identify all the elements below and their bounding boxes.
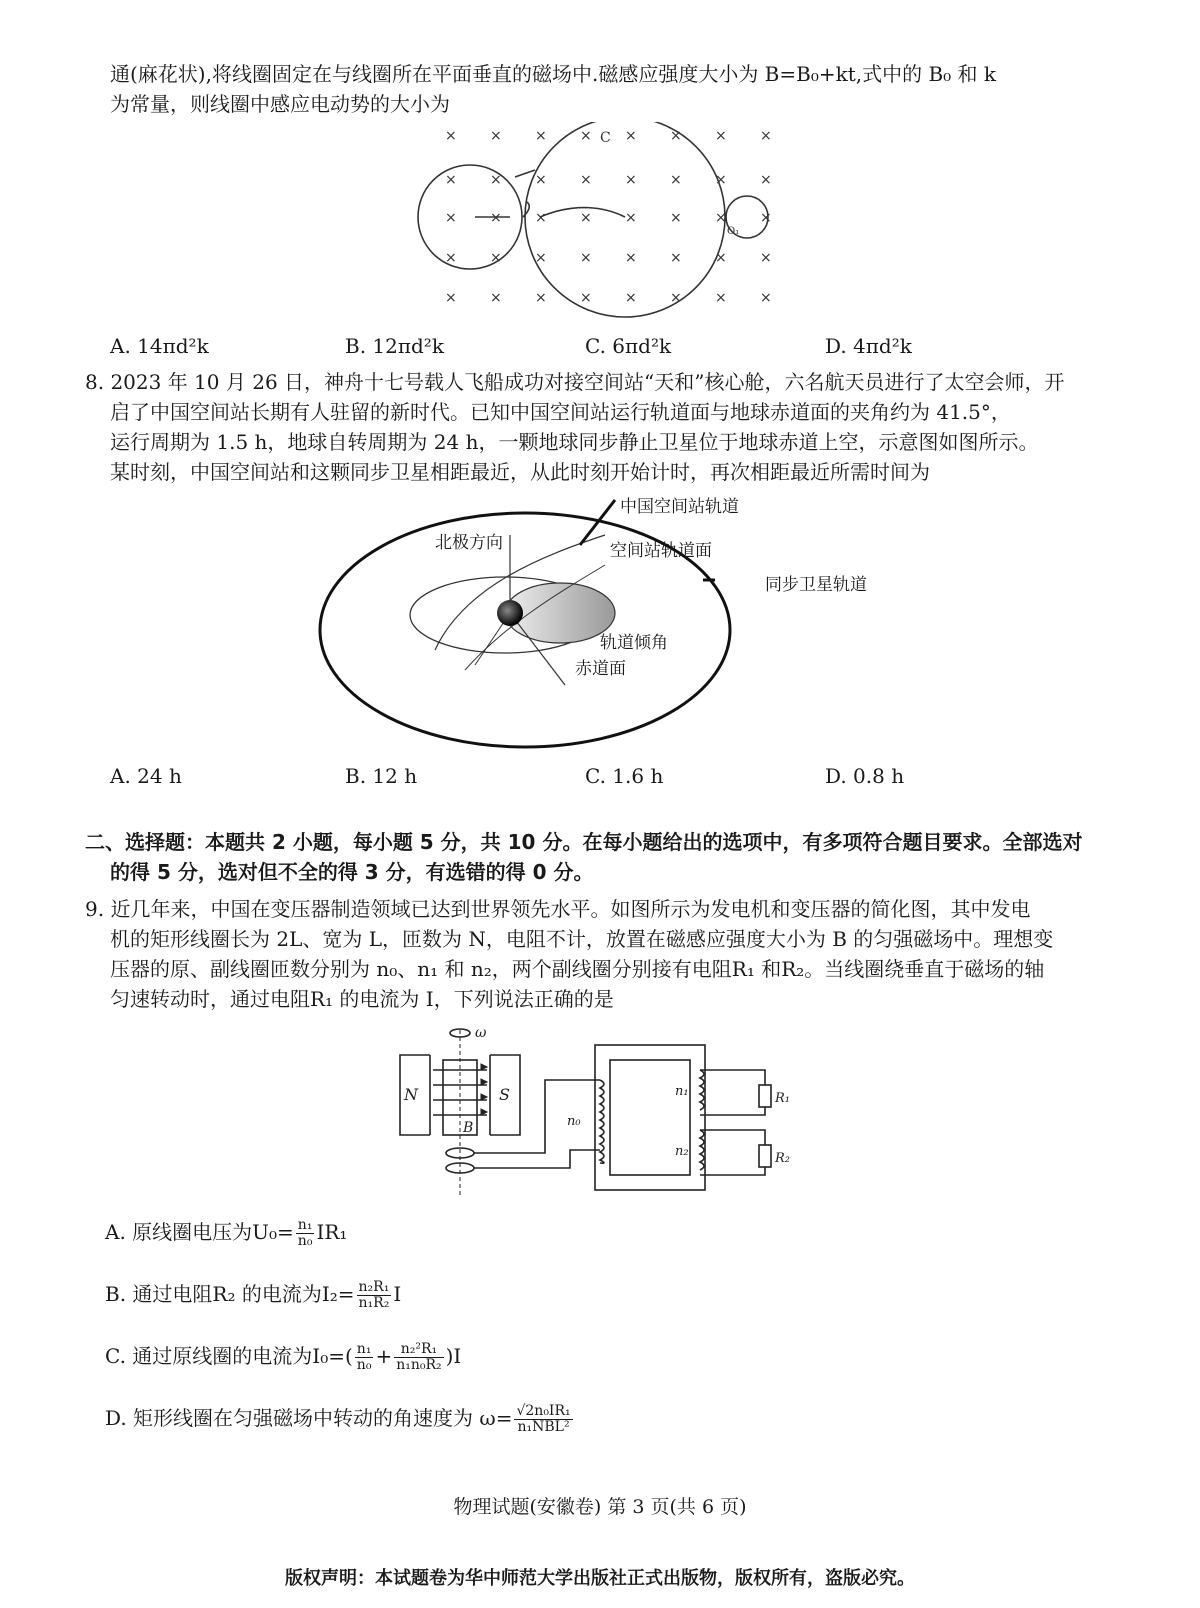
q7-line-2: 为常量，则线圈中感应电动势的大小为	[110, 92, 450, 116]
denominator: n₀	[297, 1233, 313, 1249]
svg-text:×: ×	[625, 290, 637, 306]
q7-coil-diagram	[415, 122, 815, 322]
svg-text:×: ×	[625, 172, 637, 188]
label-equator: 赤道面	[575, 659, 626, 679]
svg-text:×: ×	[490, 250, 502, 266]
q7-option-c: C. 6πd²k	[585, 334, 672, 358]
section-2-line-2: 的得 5 分，选对但不全的得 3 分，有选错的得 0 分。	[110, 860, 594, 884]
svg-text:×: ×	[445, 290, 457, 306]
q8-option-d: D. 0.8 h	[825, 764, 905, 788]
page-footer: 物理试题(安徽卷) 第 3 页(共 6 页)	[453, 1496, 747, 1518]
earth-icon	[497, 600, 523, 626]
label-inclination: 轨道倾角	[600, 633, 668, 653]
label-R1: R₁	[775, 1091, 790, 1106]
fraction	[296, 1218, 315, 1249]
q9-line-2: 机的矩形线圈长为 2L、宽为 L，匝数为 N，电阻不计，放置在磁感应强度大小为 B 的匀强磁场中。理想变	[110, 927, 1054, 951]
svg-text:×: ×	[715, 172, 727, 188]
numerator: n₂R₁	[358, 1279, 390, 1295]
svg-text:×: ×	[535, 128, 547, 144]
field-crosses	[445, 128, 772, 306]
label-N: N	[404, 1085, 418, 1104]
label-north: 北极方向	[435, 533, 503, 553]
svg-text:×: ×	[760, 172, 772, 188]
svg-text:×: ×	[760, 290, 772, 306]
label-c: C	[600, 130, 611, 146]
numerator: n₁	[297, 1217, 313, 1233]
svg-text:×: ×	[625, 250, 637, 266]
svg-text:×: ×	[760, 210, 772, 226]
label-R2: R₂	[775, 1151, 790, 1166]
label-S: S	[499, 1085, 510, 1104]
svg-text:×: ×	[490, 210, 502, 226]
q9-option-a	[105, 1218, 347, 1249]
q7-option-b: B. 12πd²k	[345, 334, 444, 358]
svg-text:×: ×	[670, 250, 682, 266]
q8-option-b: B. 12 h	[345, 764, 418, 788]
fraction-1	[355, 1342, 374, 1373]
q9-option-b-suffix: I	[393, 1282, 402, 1306]
svg-text:×: ×	[490, 172, 502, 188]
section-2-line-1: 二、选择题：本题共 2 小题，每小题 5 分，共 10 分。在每小题给出的选项中，有多项符合题目要求。全部选对	[85, 830, 1083, 854]
svg-text:×: ×	[625, 128, 637, 144]
label-orbit-plane: 空间站轨道面	[610, 541, 712, 561]
svg-text:×: ×	[715, 128, 727, 144]
q8-option-c: C. 1.6 h	[585, 764, 664, 788]
denominator: n₁NBL²	[517, 1419, 570, 1435]
label-n2: n₂	[675, 1144, 689, 1159]
q9-option-c	[105, 1342, 461, 1373]
svg-text:×: ×	[580, 128, 592, 144]
svg-text:×: ×	[490, 290, 502, 306]
numerator: n₁	[356, 1341, 372, 1357]
svg-text:×: ×	[670, 290, 682, 306]
q8-orbit-diagram	[315, 495, 735, 755]
svg-text:×: ×	[760, 250, 772, 266]
q8-line-2: 启了中国空间站长期有人驻留的新时代。已知中国空间站运行轨道面与地球赤道面的夹角约为 41.5°，	[110, 400, 1011, 424]
svg-text:×: ×	[535, 290, 547, 306]
svg-text:×: ×	[445, 172, 457, 188]
numerator: √2n₀IR₁	[516, 1403, 571, 1419]
q9-line-1: 9. 近几年来，中国在变压器制造领域已达到世界领先水平。如图所示为发电机和变压器的简化图，其中发电	[85, 897, 1031, 921]
fraction	[514, 1404, 572, 1435]
q7-option-d: D. 4πd²k	[825, 334, 912, 358]
copyright-notice: 版权声明：本试题卷为华中师范大学出版社正式出版物，版权所有，盗版必究。	[285, 1568, 915, 1589]
numerator: n₂²R₁	[394, 1342, 443, 1358]
q9-line-4: 匀速转动时，通过电阻R₁ 的电流为 I，下列说法正确的是	[110, 987, 614, 1011]
label-n0: n₀	[567, 1114, 581, 1129]
svg-text:×: ×	[490, 128, 502, 144]
q9-circuit-diagram	[395, 1025, 815, 1205]
q9-option-c-suffix: )I	[445, 1344, 462, 1368]
q7-option-a: A. 14πd²k	[110, 334, 209, 358]
q8-line-4: 某时刻，中国空间站和这颗同步卫星相距最近，从此时刻开始计时，再次相距最近所需时间为	[110, 460, 930, 484]
denominator: n₁R₂	[358, 1295, 390, 1311]
svg-text:×: ×	[625, 210, 637, 226]
label-omega: ω	[475, 1025, 487, 1041]
svg-text:×: ×	[670, 128, 682, 144]
label-n1: n₁	[675, 1084, 689, 1099]
plus-sign: +	[375, 1344, 393, 1368]
denominator: n₁n₀R₂	[396, 1357, 442, 1373]
svg-text:×: ×	[580, 290, 592, 306]
q9-option-b-prefix: B. 通过电阻R₂ 的电流为I₂=	[105, 1282, 355, 1306]
label-o1: O₁	[727, 226, 740, 237]
label-geo-orbit: 同步卫星轨道	[765, 575, 867, 595]
svg-text:×: ×	[670, 172, 682, 188]
q8-line-3: 运行周期为 1.5 h，地球自转周期为 24 h，一颗地球同步静止卫星位于地球赤道上空，示意图如图所示。	[110, 430, 1039, 454]
svg-text:×: ×	[760, 128, 772, 144]
fraction	[357, 1280, 392, 1311]
q7-line-1: 通(麻花状),将线圈固定在与线圈所在平面垂直的磁场中.磁感应强度大小为 B=B₀+kt,式中的 B₀ 和 k	[110, 62, 997, 86]
q9-option-d-prefix: D. 矩形线圈在匀强磁场中转动的角速度为 ω=	[105, 1406, 513, 1430]
denominator: n₀	[356, 1357, 372, 1373]
svg-text:×: ×	[670, 210, 682, 226]
q9-line-3: 压器的原、副线圈匝数分别为 n₀、n₁ 和 n₂，两个副线圈分别接有电阻R₁ 和R₂。当线圈绕垂直于磁场的轴	[110, 957, 1045, 981]
svg-text:×: ×	[580, 250, 592, 266]
svg-text:×: ×	[715, 210, 727, 226]
fraction-2	[394, 1342, 443, 1373]
q9-option-a-prefix: A. 原线圈电压为U₀=	[105, 1220, 294, 1244]
svg-text:×: ×	[715, 290, 727, 306]
svg-text:×: ×	[445, 128, 457, 144]
q8-option-a: A. 24 h	[110, 764, 182, 788]
svg-text:×: ×	[715, 250, 727, 266]
q9-option-c-prefix: C. 通过原线圈的电流为I₀=(	[105, 1344, 353, 1368]
label-B: B	[463, 1120, 474, 1136]
svg-text:×: ×	[535, 172, 547, 188]
q8-line-1: 8. 2023 年 10 月 26 日，神舟十七号载人飞船成功对接空间站“天和”核心舱，六名航天员进行了太空会师，开	[85, 370, 1065, 394]
svg-text:×: ×	[445, 210, 457, 226]
svg-text:×: ×	[535, 250, 547, 266]
svg-text:×: ×	[535, 210, 547, 226]
svg-text:×: ×	[445, 250, 457, 266]
q9-option-b	[105, 1280, 401, 1311]
svg-text:×: ×	[580, 172, 592, 188]
svg-text:×: ×	[580, 210, 592, 226]
q9-option-a-suffix: IR₁	[316, 1220, 348, 1244]
label-station-orbit: 中国空间站轨道	[620, 497, 739, 517]
q9-option-d	[105, 1404, 575, 1435]
